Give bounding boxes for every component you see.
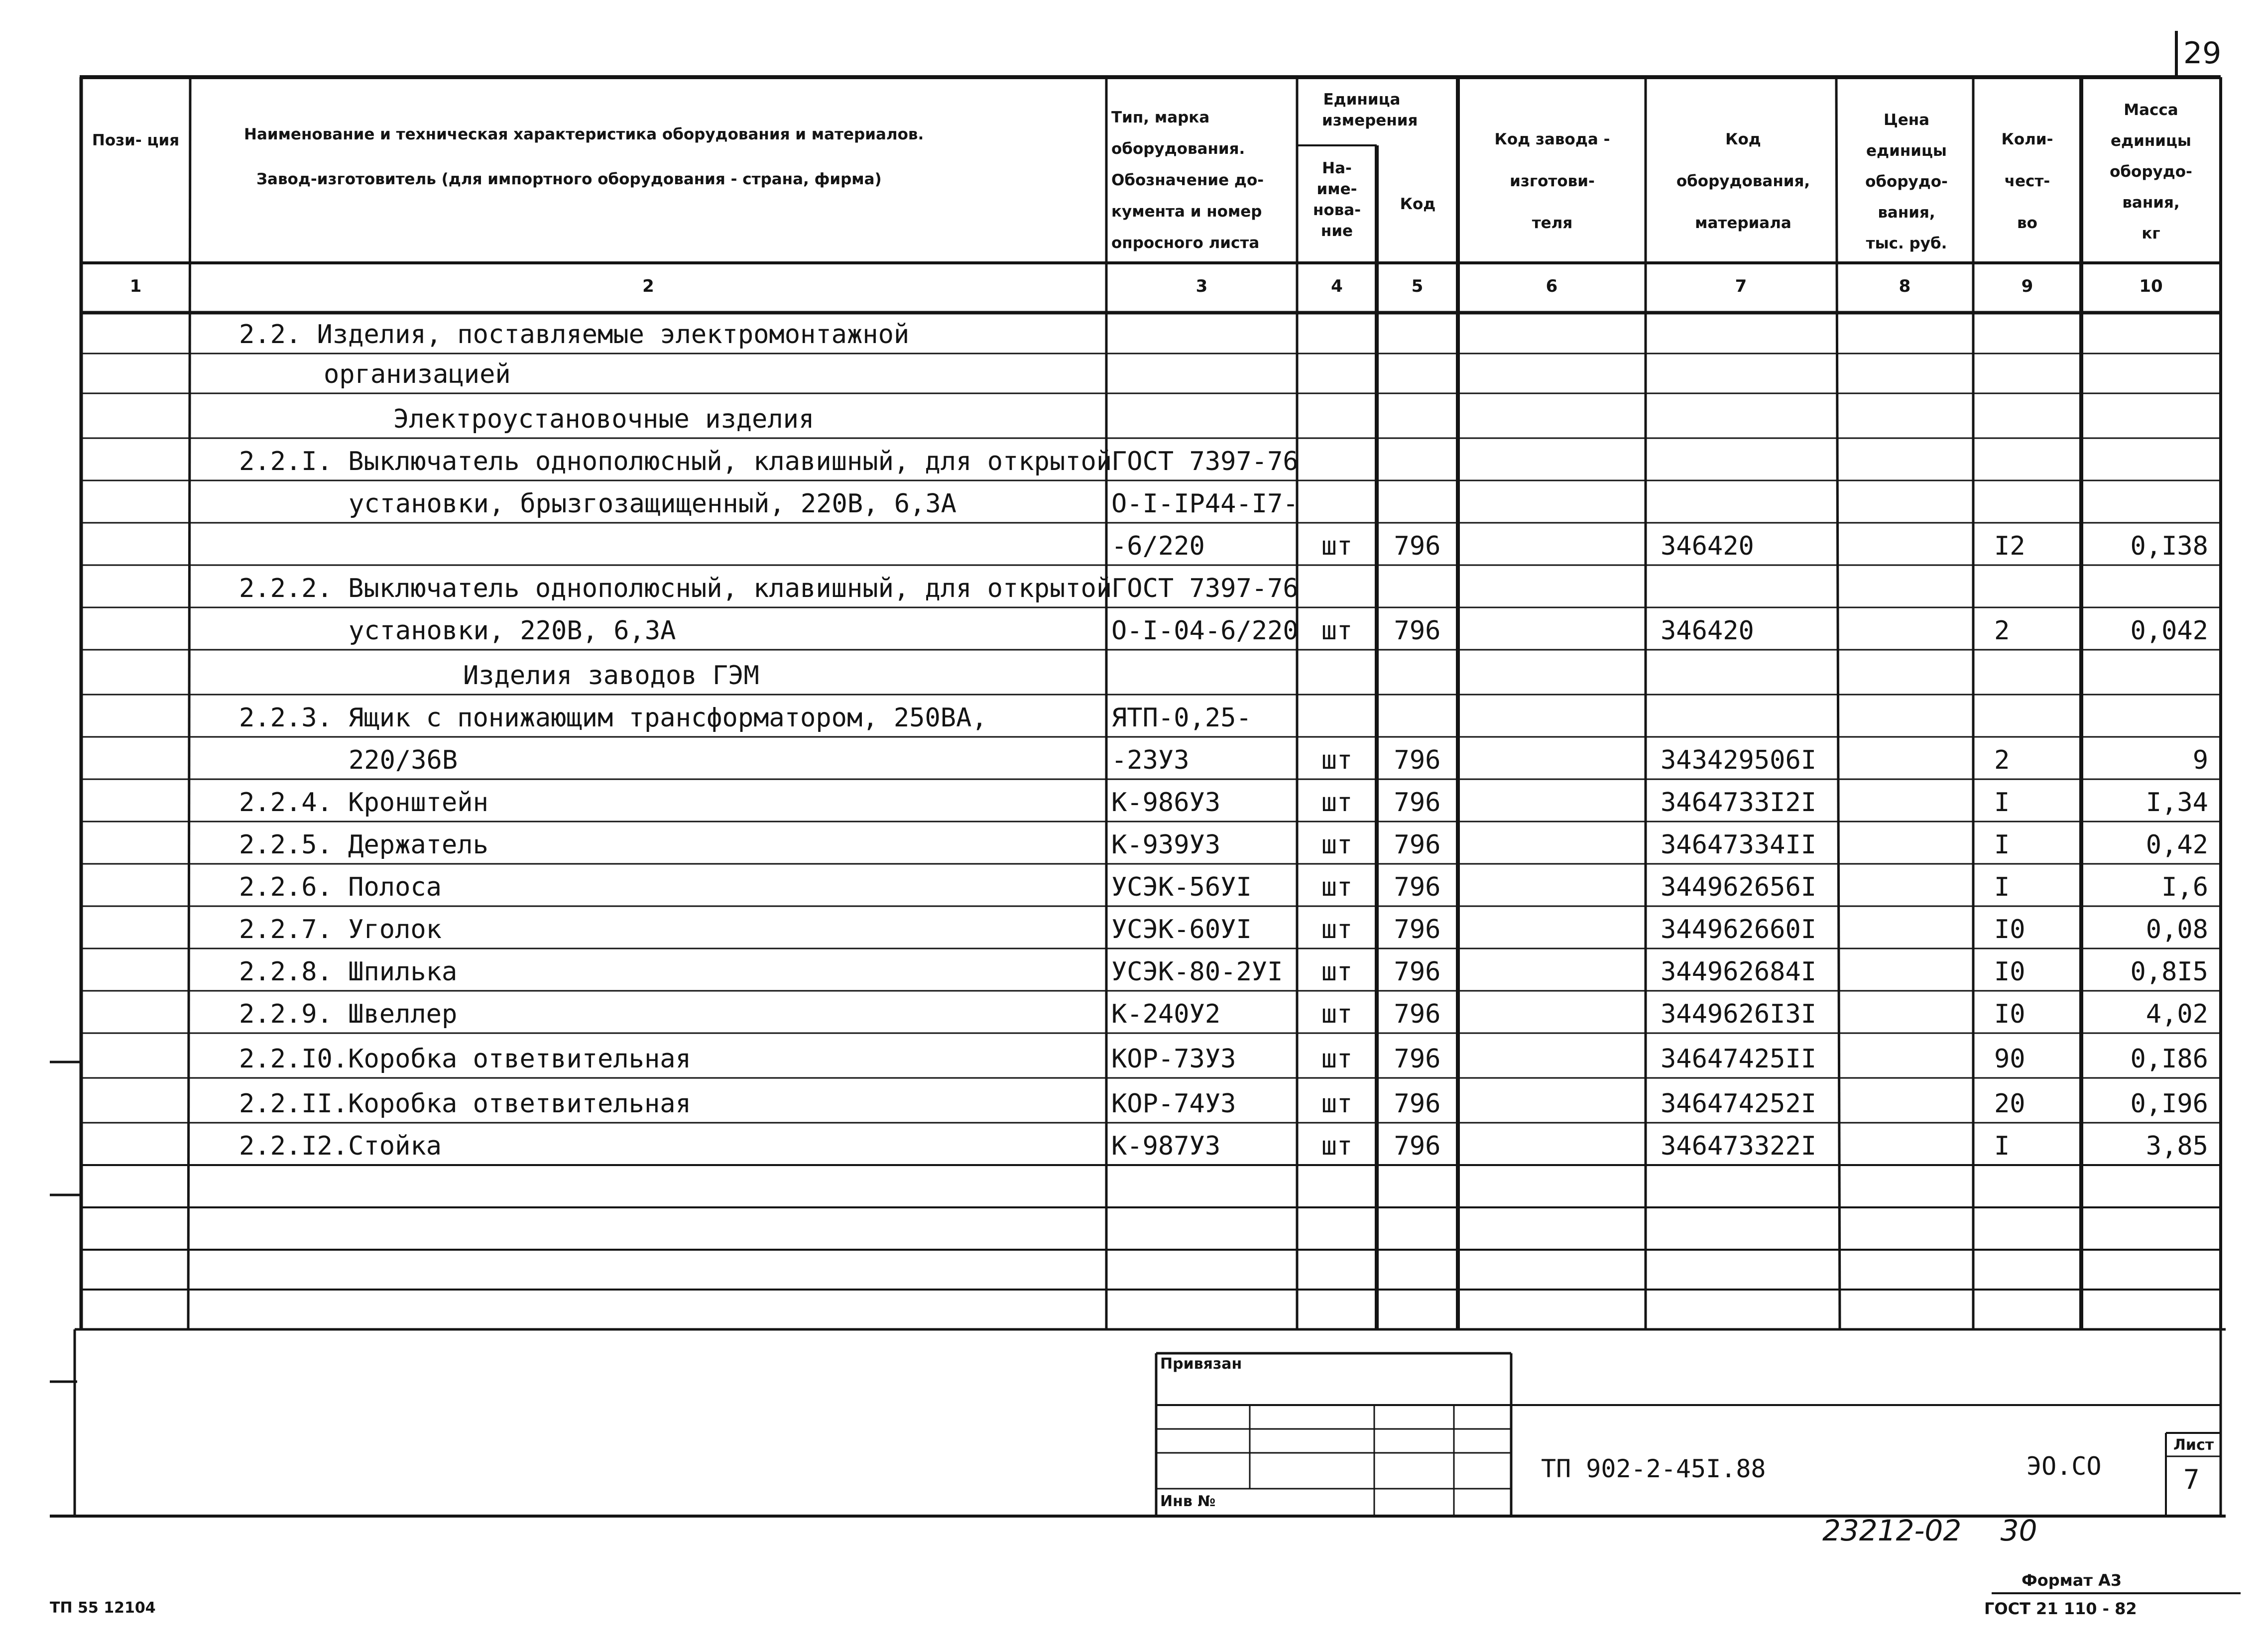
cell-equip-code: 3449626I3I (1661, 999, 1817, 1029)
cell-name: 2.2.I0.Коробка ответвительная (239, 1044, 691, 1074)
cell-name: 2.2.6. Полоса (239, 872, 442, 902)
cell-mass: 3,85 (2145, 1131, 2208, 1161)
cell-qty: I (1994, 872, 2010, 902)
header-mass-line: Масса (2124, 101, 2178, 119)
cell-type: КОР-73У3 (1111, 1044, 1236, 1074)
cell-type: УСЭК-60УI (1111, 915, 1252, 944)
header-type-line: кумента и номер (1111, 203, 1262, 221)
cell-type: ЯТП-0,25- (1111, 703, 1252, 733)
format-label: Формат А3 (2022, 1571, 2122, 1590)
header-type-line: опросного листа (1111, 234, 1260, 252)
column-number: 1 (129, 276, 142, 296)
cell-mass: 0,I86 (2130, 1044, 2208, 1074)
cell-type: О-I-IP44-I7- (1111, 489, 1299, 519)
header-plant-line: изготови- (1510, 172, 1595, 190)
cell-equip-code: 344962656I (1661, 872, 1817, 902)
cell-name: Электроустановочные изделия (393, 404, 815, 434)
footer-left-code: ТП 55 12104 (50, 1599, 156, 1617)
cell-type: -23У3 (1111, 745, 1190, 775)
cell-unit: шт (1321, 531, 1353, 561)
cell-mass: 0,08 (2145, 915, 2208, 944)
cell-equip-code: 3464733I2I (1661, 788, 1817, 818)
cell-name: 220/36В (349, 745, 458, 775)
cell-unit: шт (1321, 915, 1353, 944)
column-number: 10 (2139, 276, 2163, 296)
header-equipment-code (1649, 118, 1837, 244)
cell-mass: 4,02 (2145, 999, 2208, 1029)
cell-name: 2.2.7. Уголок (239, 915, 442, 944)
cell-name: 2.2.4. Кронштейн (239, 788, 488, 818)
cell-unit: шт (1321, 872, 1353, 902)
cell-name: Изделия заводов ГЭМ (463, 661, 759, 691)
cell-type: УСЭК-56УI (1111, 872, 1252, 902)
header-mass (2084, 95, 2218, 249)
cell-code: 796 (1394, 1089, 1441, 1119)
header-name-line2: Завод-изготовитель (для импортного оборудования - страна, фирма) (256, 170, 882, 188)
cell-name: 2.2.I2.Стойка (239, 1131, 442, 1161)
page-number: 29 (2183, 36, 2222, 71)
cell-unit: шт (1321, 788, 1353, 818)
header-unit-code: Код (1400, 195, 1436, 213)
cell-equip-code: 34647425II (1661, 1044, 1817, 1074)
header-qty-line: чест- (2004, 172, 2050, 190)
header-qty-line: во (2017, 214, 2037, 232)
header-qty-line: Коли- (2001, 130, 2053, 148)
header-position (85, 130, 187, 151)
header-price-line: вания, (1878, 204, 1935, 222)
cell-type: УСЭК-80-2УI (1111, 957, 1283, 987)
header-equip-line: оборудования, (1676, 172, 1810, 190)
header-unit-name: На- име- нова- ние (1312, 159, 1361, 240)
cell-qty: I0 (1994, 915, 2026, 944)
header-position-label: Пози- ция (92, 131, 180, 149)
cell-type: О-I-04-6/220 (1111, 616, 1299, 646)
header-type-line: оборудования. (1111, 140, 1245, 158)
header-type-line: Тип, марка (1111, 109, 1210, 126)
cell-qty: I (1994, 788, 2010, 818)
gost-label: ГОСТ 21 110 - 82 (1984, 1599, 2137, 1618)
cell-qty: 2 (1994, 745, 2010, 775)
cell-unit: шт (1321, 1089, 1353, 1119)
header-plant-line: Код завода - (1494, 130, 1610, 148)
cell-code: 796 (1394, 830, 1441, 860)
cell-equip-code: 346473322I (1661, 1131, 1817, 1161)
stamp-doc-code: ТП 902-2-45I.88 (1541, 1454, 1766, 1483)
cell-equip-code: 346474252I (1661, 1089, 1817, 1119)
cell-name: установки, брызгозащищенный, 220В, 6,3А (349, 489, 956, 519)
cell-code: 796 (1394, 1044, 1441, 1074)
cell-type: ГОСТ 7397-76 (1111, 447, 1299, 476)
stamp-bound-label: Привязан (1160, 1355, 1242, 1373)
header-quantity (1976, 118, 2079, 244)
cell-unit: шт (1321, 616, 1353, 646)
cell-code: 796 (1394, 957, 1441, 987)
cell-name: 2.2.9. Швеллер (239, 999, 458, 1029)
cell-type: К-939У3 (1111, 830, 1221, 860)
cell-type: К-987У3 (1111, 1131, 1221, 1161)
cell-code: 796 (1394, 616, 1441, 646)
cell-type: К-240У2 (1111, 999, 1221, 1029)
cell-name: 2.2.II.Коробка ответвительная (239, 1089, 691, 1119)
cell-code: 796 (1394, 872, 1441, 902)
column-number: 7 (1735, 276, 1747, 296)
cell-name: 2.2.2. Выключатель однополюсный, клавишный, для открытой (239, 574, 1112, 603)
column-number: 6 (1546, 276, 1558, 296)
cell-type: К-986У3 (1111, 788, 1221, 818)
column-number: 8 (1899, 276, 1911, 296)
cell-equip-code: 344962660I (1661, 915, 1817, 944)
column-number: 4 (1331, 276, 1343, 296)
stamp-inv-label: Инв № (1160, 1493, 1216, 1510)
cell-equip-code: 34647334II (1661, 830, 1817, 860)
header-plant-line: теля (1532, 214, 1573, 232)
header-equip-line: материала (1695, 214, 1791, 232)
cell-qty: I0 (1994, 957, 2026, 987)
cell-unit: шт (1321, 830, 1353, 860)
header-price-line: единицы (1866, 142, 1947, 160)
column-number: 5 (1411, 276, 1424, 296)
header-price-line: оборудо- (1865, 173, 1948, 191)
cell-qty: I (1994, 830, 2010, 860)
cell-qty: 20 (1994, 1089, 2026, 1119)
cell-code: 796 (1394, 788, 1441, 818)
cell-mass: 9 (2192, 745, 2208, 775)
cell-mass: 0,I96 (2130, 1089, 2208, 1119)
cell-qty: I0 (1994, 999, 2026, 1029)
cell-unit: шт (1321, 745, 1353, 775)
stamp-section: ЭО.СО (2026, 1452, 2102, 1481)
header-equip-line: Код (1725, 130, 1761, 148)
header-type (1111, 102, 1295, 259)
cell-code: 796 (1394, 999, 1441, 1029)
cell-mass: I,6 (2161, 872, 2208, 902)
cell-mass: I,34 (2145, 788, 2208, 818)
cell-mass: 0,042 (2130, 616, 2208, 646)
cell-qty: I2 (1994, 531, 2026, 561)
column-number: 2 (642, 276, 654, 296)
cell-name: 2.2.I. Выключатель однополюсный, клавишный, для открытой (239, 447, 1112, 476)
header-mass-line: вания, (2122, 194, 2180, 212)
header-mass-line: кг (2142, 225, 2160, 242)
cell-code: 796 (1394, 531, 1441, 561)
header-name (194, 124, 1100, 190)
cell-name: 2.2. Изделия, поставляемые электромонтажной (239, 320, 910, 350)
header-price (1841, 105, 1972, 259)
cell-name: установки, 220В, 6,3А (349, 616, 676, 646)
header-mass-line: единицы (2111, 132, 2191, 150)
cell-qty: I (1994, 1131, 2010, 1161)
stamp-sheet-number: 7 (2183, 1464, 2200, 1495)
cell-type: КОР-74У3 (1111, 1089, 1236, 1119)
stamp-sheet-label: Лист (2173, 1436, 2214, 1454)
cell-mass: 0,I38 (2130, 531, 2208, 561)
cell-code: 796 (1394, 745, 1441, 775)
header-price-line: Цена (1883, 111, 1930, 129)
cell-equip-code: 344962684I (1661, 957, 1817, 987)
header-mass-line: оборудо- (2110, 163, 2192, 181)
cell-qty: 2 (1994, 616, 2010, 646)
cell-name: 2.2.8. Шпилька (239, 957, 458, 987)
cell-name: 2.2.5. Держатель (239, 830, 488, 860)
header-plant-code (1461, 118, 1643, 244)
cell-unit: шт (1321, 999, 1353, 1029)
cell-type: ГОСТ 7397-76 (1111, 574, 1299, 603)
header-type-line: Обозначение до- (1111, 171, 1264, 189)
column-number: 9 (2021, 276, 2033, 296)
cell-type: -6/220 (1111, 531, 1205, 561)
cell-code: 796 (1394, 1131, 1441, 1161)
cell-mass: 0,42 (2145, 830, 2208, 860)
cell-mass: 0,8I5 (2130, 957, 2208, 987)
cell-unit: шт (1321, 957, 1353, 987)
column-number: 3 (1195, 276, 1208, 296)
cell-equip-code: 343429506I (1661, 745, 1817, 775)
header-price-line: тыс. руб. (1866, 235, 1947, 252)
cell-code: 796 (1394, 915, 1441, 944)
cell-equip-code: 346420 (1661, 616, 1754, 646)
cell-qty: 90 (1994, 1044, 2026, 1074)
header-name-line1: Наименование и техническая характеристика оборудования и материалов. (244, 125, 924, 143)
header-unit-group: Единица измерения (1322, 91, 1418, 129)
cell-name: 2.2.3. Ящик с понижающим трансформатором, 250ВА, (239, 703, 987, 733)
cell-equip-code: 346420 (1661, 531, 1754, 561)
cell-unit: шт (1321, 1131, 1353, 1161)
cell-unit: шт (1321, 1044, 1353, 1074)
handwritten-number: 23212-02 30 (1822, 1514, 2037, 1547)
cell-name: организацией (324, 359, 511, 389)
